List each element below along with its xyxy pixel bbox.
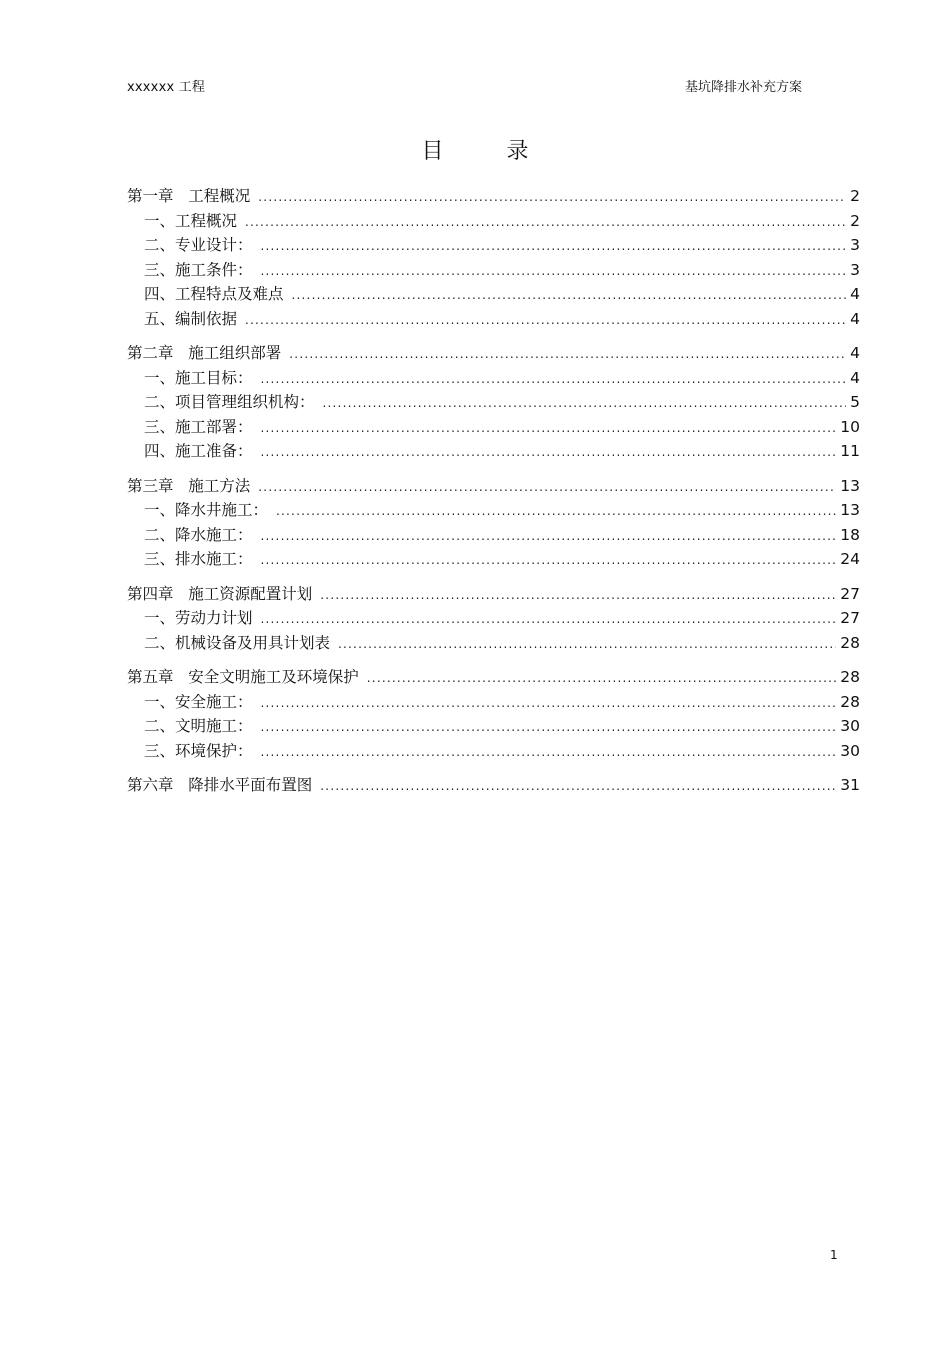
toc-section-entry[interactable] [127,606,860,631]
header-document-title: 基坑降排水补充方案 [684,80,802,95]
toc-chapter-entry[interactable] [127,773,860,798]
toc-entry-page: 5 [850,393,860,411]
toc-entry-page: 4 [850,309,860,328]
toc-entry-page: 27 [840,609,860,627]
toc-entry-page: 27 [840,584,860,603]
toc-entry-label: 一、施工目标： [144,368,253,387]
toc-entry-label: 第二章 施工组织部署 [127,344,282,362]
toc-dot-leader [261,421,837,435]
toc-entry-page: 13 [840,501,860,519]
toc-section-entry[interactable] [127,739,860,764]
toc-entry-page: 28 [840,668,860,686]
toc-dot-leader [261,264,846,278]
toc-entry-label: 二、机械设备及用具计划表 [144,633,331,652]
toc-entry-page: 3 [850,236,860,254]
toc-entry-label: 二、项目管理组织机构： [144,393,315,411]
toc-dot-leader [261,720,837,734]
toc-entry-page: 10 [840,417,860,436]
toc-dot-leader [261,696,837,710]
toc-entry-label: 第一章 工程概况 [127,187,251,205]
toc-entry-label: 第六章 降排水平面布置图 [127,776,313,794]
toc-section-entry[interactable] [127,390,860,415]
toc-dot-leader [289,347,846,361]
toc-entry-label: 五、编制依据 [144,309,238,328]
toc-entry-label: 三、施工部署： [144,417,253,436]
toc-entry-label: 二、文明施工： [144,717,253,735]
toc-dot-leader [261,372,846,386]
toc-entry-page: 4 [850,368,860,387]
header-project-name: xxxxxx 工程 [127,80,206,95]
toc-dot-leader [261,239,846,253]
toc-entry-page: 11 [840,442,860,460]
toc-entry-page: 3 [850,260,860,279]
toc-entry-label: 三、排水施工： [144,550,253,568]
toc-entry-label: 一、安全施工： [144,692,253,711]
toc-entry-page: 4 [850,285,860,303]
toc-dot-leader [261,553,837,567]
toc-dot-leader [323,396,846,410]
toc-entry-page: 28 [840,692,860,711]
toc-chapter-entry[interactable] [127,665,860,690]
toc-dot-leader [261,445,837,459]
toc-entry-page: 30 [840,741,860,760]
toc-entry-page: 24 [840,550,860,568]
table-of-contents [127,184,860,798]
toc-entry-label: 四、工程特点及难点 [144,285,284,303]
toc-dot-leader [258,480,836,494]
toc-dot-leader [338,637,836,651]
toc-chapter-entry[interactable] [127,184,860,209]
toc-section-entry[interactable] [127,233,860,258]
toc-chapter-entry[interactable] [127,474,860,499]
toc-section-entry[interactable] [127,439,860,464]
toc-section-entry[interactable] [127,498,860,523]
toc-entry-label: 一、降水井施工： [144,501,269,519]
toc-entry-page: 18 [840,525,860,544]
toc-dot-leader [320,588,836,602]
toc-entry-label: 三、施工条件： [144,260,253,279]
toc-dot-leader [261,612,837,626]
toc-dot-leader [261,745,837,759]
toc-entry-page: 28 [840,633,860,652]
toc-section-entry[interactable] [127,690,860,715]
toc-section-entry[interactable] [127,209,860,234]
toc-section-entry[interactable] [127,631,860,656]
toc-entry-label: 一、劳动力计划 [144,609,253,627]
toc-dot-leader [292,288,846,302]
page-number: 1 [830,1248,838,1262]
toc-dot-leader [245,215,846,229]
toc-entry-page: 2 [850,187,860,205]
toc-chapter-entry[interactable] [127,582,860,607]
toc-dot-leader [367,671,836,685]
toc-entry-label: 第四章 施工资源配置计划 [127,584,313,603]
toc-entry-label: 二、降水施工： [144,525,253,544]
toc-entry-label: 四、施工准备： [144,442,253,460]
toc-entry-label: 第三章 施工方法 [127,476,251,495]
toc-section-entry[interactable] [127,547,860,572]
toc-section-entry[interactable] [127,714,860,739]
toc-section-entry[interactable] [127,258,860,283]
toc-dot-leader [258,190,846,204]
toc-entry-page: 4 [850,344,860,362]
toc-chapter-entry[interactable] [127,341,860,366]
toc-entry-label: 一、工程概况 [144,211,238,230]
toc-section-entry[interactable] [127,523,860,548]
toc-dot-leader [276,504,836,518]
toc-entry-label: 三、环境保护： [144,741,253,760]
page-title: 目 录 [421,139,557,164]
toc-dot-leader [320,779,836,793]
toc-entry-label: 第五章 安全文明施工及环境保护 [127,668,359,686]
toc-entry-page: 31 [840,776,860,794]
toc-entry-page: 30 [840,717,860,735]
toc-section-entry[interactable] [127,282,860,307]
toc-dot-leader [261,529,837,543]
toc-entry-label: 二、专业设计： [144,236,253,254]
toc-section-entry[interactable] [127,366,860,391]
toc-entry-page: 13 [840,476,860,495]
toc-dot-leader [245,313,846,327]
toc-section-entry[interactable] [127,415,860,440]
toc-entry-page: 2 [850,211,860,230]
toc-section-entry[interactable] [127,307,860,332]
